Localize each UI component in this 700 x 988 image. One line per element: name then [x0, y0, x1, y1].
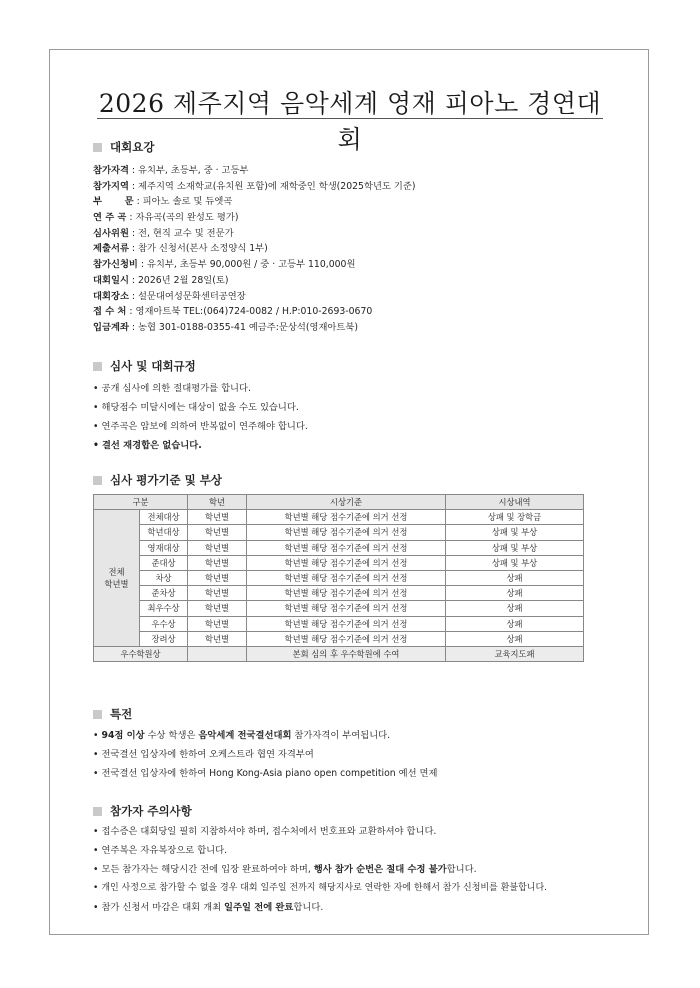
- square-bullet-icon: [93, 807, 102, 816]
- grade-cell: 학년별: [188, 616, 247, 631]
- bullet-icon: •: [93, 383, 99, 394]
- bullet-icon: •: [93, 845, 99, 856]
- guideline-row: [93, 163, 415, 179]
- grade-cell: 학년별: [188, 601, 247, 616]
- criteria-cell: 본회 심의 후 우수학원에 수여: [247, 646, 446, 661]
- notice-item: • 참가 신청서 마감은 대회 개최 일주일 전에 완료합니다.: [93, 902, 324, 913]
- benefit-item: • 전국결선 입상자에 한하여 오케스트라 협연 자격부여: [93, 749, 314, 760]
- guideline-label: 심사위원: [93, 227, 129, 239]
- benefits-section: [93, 705, 438, 783]
- header-prize: 시상내역: [446, 495, 584, 510]
- guideline-row: [93, 179, 415, 195]
- guideline-label: 참가자격: [93, 165, 129, 176]
- rules-title: 심사 및 대회규정: [110, 359, 196, 373]
- grade-cell: 학년별: [188, 631, 247, 646]
- prize-cell: 상패: [446, 570, 584, 585]
- award-name-cell: 준대상: [140, 555, 188, 570]
- header-grade: 학년: [188, 495, 247, 510]
- table-row: [94, 586, 584, 601]
- guideline-value: 농협 301-0188-0355-41 예금주:문상석(영재아트북): [137, 321, 358, 333]
- guidelines-title: 대회요강: [110, 140, 155, 154]
- guideline-separator: :: [128, 321, 138, 333]
- award-name-cell: 차상: [140, 570, 188, 585]
- awards-title: 심사 평가기준 및 부상: [110, 473, 222, 487]
- notices-section: [93, 802, 547, 917]
- rule-item: • 공개 심사에 의한 절대평가를 합니다.: [93, 383, 251, 394]
- guideline-row: [93, 257, 415, 273]
- notices-list: [93, 822, 547, 917]
- guideline-value: 참가 신청서(본사 소정양식 1부): [137, 243, 268, 255]
- table-row: [94, 646, 584, 661]
- table-header-row: [94, 495, 584, 510]
- guideline-label: 부 문: [93, 196, 134, 208]
- criteria-cell: 학년별 해당 점수기준에 의거 선정: [247, 525, 446, 540]
- guideline-label: 대회일시: [93, 274, 129, 286]
- guideline-label: 참가신청비: [93, 259, 138, 271]
- bullet-icon: •: [93, 749, 99, 760]
- guideline-value: 유치부, 초등부, 중 · 고등부: [137, 165, 249, 176]
- bullet-icon: •: [93, 402, 99, 413]
- prize-cell: 교육지도패: [446, 646, 584, 661]
- award-name-cell: 우수상: [140, 616, 188, 631]
- award-name-cell: 우수학원상: [94, 646, 188, 661]
- guideline-value: 제주지역 소재학교(유치원 포함)에 재학중인 학생(2025학년도 기준): [137, 180, 416, 192]
- criteria-cell: 학년별 해당 점수기준에 의거 선정: [247, 570, 446, 585]
- guidelines-section: [93, 138, 415, 336]
- notice-item: • 개인 사정으로 참가할 수 없을 경우 대회 일주일 전까지 해당지사로 연락한 자에 한해서 참가 신청비를 환불합니다.: [93, 883, 548, 893]
- rule-item: • 결선 재경합은 없습니다.: [93, 440, 202, 451]
- guideline-value: 유치부, 초등부 90,000원 / 중 · 고등부 110,000원: [146, 259, 356, 271]
- grade-cell: 학년별: [188, 510, 247, 525]
- notice-item: • 접수증은 대회당일 필히 지참하셔야 하며, 접수처에서 번호표와 교환하셔야 합니다.: [93, 826, 437, 837]
- bullet-icon: •: [93, 730, 99, 741]
- guideline-row: [93, 320, 415, 336]
- awards-section: [93, 471, 222, 489]
- benefits-header: [93, 705, 438, 723]
- rules-list: [93, 379, 308, 455]
- award-name-cell: 학년대상: [140, 525, 188, 540]
- guideline-value: 설문대여성문화센터공연장: [137, 290, 246, 302]
- guideline-value: 피아노 솔로 및 듀엣곡: [142, 196, 233, 208]
- guideline-value: 영재아트북 TEL:(064)724-0082 / H.P:010-2693-0670: [135, 306, 373, 318]
- table-row: [94, 510, 584, 525]
- benefit-item: • 94점 이상 수상 학생은 음악세계 전국결선대회 참가자격이 부여됩니다.: [93, 730, 391, 741]
- guideline-row: [93, 194, 415, 210]
- grade-cell: 학년별: [188, 540, 247, 555]
- guideline-separator: :: [126, 306, 136, 318]
- notices-title: 참가자 주의사항: [110, 804, 192, 818]
- notice-item: • 연주복은 자유복장으로 합니다.: [93, 845, 228, 856]
- grade-cell: 학년별: [188, 555, 247, 570]
- bullet-icon: •: [93, 440, 99, 451]
- bullet-icon: •: [93, 421, 99, 432]
- grade-cell: [188, 646, 247, 661]
- guideline-separator: :: [137, 259, 147, 271]
- awards-header: [93, 471, 222, 489]
- guideline-row: [93, 226, 415, 242]
- guideline-label: 제출서류: [93, 243, 129, 255]
- guideline-label: 대회장소: [93, 290, 129, 302]
- guideline-label: 입금계좌: [93, 321, 129, 333]
- prize-cell: 상패: [446, 631, 584, 646]
- award-name-cell: 영재대상: [140, 540, 188, 555]
- group-cell: [94, 510, 140, 647]
- table-row: [94, 601, 584, 616]
- awards-table: [93, 494, 584, 662]
- prize-cell: 상패: [446, 616, 584, 631]
- bullet-icon: •: [93, 883, 99, 893]
- header-criteria: 시상기준: [247, 495, 446, 510]
- criteria-cell: 학년별 해당 점수기준에 의거 선정: [247, 510, 446, 525]
- criteria-cell: 학년별 해당 점수기준에 의거 선정: [247, 555, 446, 570]
- award-name-cell: 전체대상: [140, 510, 188, 525]
- grade-cell: 학년별: [188, 570, 247, 585]
- award-name-cell: 준차상: [140, 586, 188, 601]
- group-label-line1: 전체: [108, 567, 125, 578]
- square-bullet-icon: [93, 143, 102, 152]
- guideline-value: 전, 현직 교수 및 전문가: [137, 227, 234, 239]
- rule-item: • 해당점수 미달시에는 대상이 없을 수도 있습니다.: [93, 402, 299, 413]
- square-bullet-icon: [93, 710, 102, 719]
- notice-item: • 모든 참가자는 해당시간 전에 입장 완료하여야 하며, 행사 참가 순번은 절대 수정 불가합니다.: [93, 864, 477, 875]
- benefits-list: [93, 726, 438, 783]
- criteria-cell: 학년별 해당 점수기준에 의거 선정: [247, 631, 446, 646]
- table-row: [94, 555, 584, 570]
- guideline-separator: :: [126, 212, 136, 224]
- rule-item: • 연주곡은 암보에 의하여 반복없이 연주해야 합니다.: [93, 421, 308, 432]
- prize-cell: 상패 및 장학금: [446, 510, 584, 525]
- guidelines-list: [93, 163, 415, 336]
- award-name-cell: 최우수상: [140, 601, 188, 616]
- page-title: 2026 제주지역 음악세계 영재 피아노 경연대회: [98, 89, 602, 154]
- guideline-label: 참가지역: [93, 180, 129, 192]
- header-category: 구분: [94, 495, 188, 510]
- award-name-cell: 장려상: [140, 631, 188, 646]
- guideline-value: 2026년 2월 28일(토): [137, 274, 229, 286]
- prize-cell: 상패 및 부상: [446, 555, 584, 570]
- prize-cell: 상패: [446, 601, 584, 616]
- criteria-cell: 학년별 해당 점수기준에 의거 선정: [247, 586, 446, 601]
- criteria-cell: 학년별 해당 점수기준에 의거 선정: [247, 540, 446, 555]
- prize-cell: 상패: [446, 586, 584, 601]
- bullet-icon: •: [93, 902, 99, 913]
- guideline-separator: :: [128, 243, 138, 255]
- prize-cell: 상패 및 부상: [446, 540, 584, 555]
- grade-cell: 학년별: [188, 525, 247, 540]
- prize-cell: 상패 및 부상: [446, 525, 584, 540]
- criteria-cell: 학년별 해당 점수기준에 의거 선정: [247, 616, 446, 631]
- square-bullet-icon: [93, 362, 102, 371]
- notices-header: [93, 802, 547, 820]
- guideline-row: [93, 273, 415, 289]
- guideline-label: 연 주 곡: [93, 212, 127, 224]
- guideline-label: 접 수 처: [93, 306, 127, 318]
- guideline-separator: :: [128, 290, 138, 302]
- benefits-title: 특전: [110, 707, 133, 721]
- table-row: [94, 570, 584, 585]
- guideline-row: [93, 210, 415, 226]
- table-row: [94, 525, 584, 540]
- title-divider: [97, 118, 603, 119]
- guideline-separator: :: [128, 227, 138, 239]
- table-row: [94, 540, 584, 555]
- guideline-separator: :: [133, 196, 143, 208]
- criteria-cell: 학년별 해당 점수기준에 의거 선정: [247, 601, 446, 616]
- guideline-separator: :: [128, 274, 138, 286]
- table-row: [94, 616, 584, 631]
- grade-cell: 학년별: [188, 586, 247, 601]
- guideline-value: 자유곡(곡의 완성도 평가): [135, 212, 239, 224]
- guideline-separator: :: [128, 180, 138, 192]
- bullet-icon: •: [93, 768, 99, 779]
- bullet-icon: •: [93, 826, 99, 837]
- table-row: [94, 631, 584, 646]
- square-bullet-icon: [93, 476, 102, 485]
- guideline-row: [93, 304, 415, 320]
- rules-section: [93, 357, 308, 455]
- bullet-icon: •: [93, 864, 99, 875]
- guideline-row: [93, 241, 415, 257]
- guideline-row: [93, 289, 415, 305]
- rules-header: [93, 357, 308, 375]
- guidelines-header: [93, 138, 415, 156]
- group-label-line2: 학년별: [104, 579, 129, 590]
- benefit-item: • 전국결선 입상자에 한하여 Hong Kong-Asia piano open competition 예선 면제: [93, 768, 438, 779]
- guideline-separator: :: [128, 165, 138, 176]
